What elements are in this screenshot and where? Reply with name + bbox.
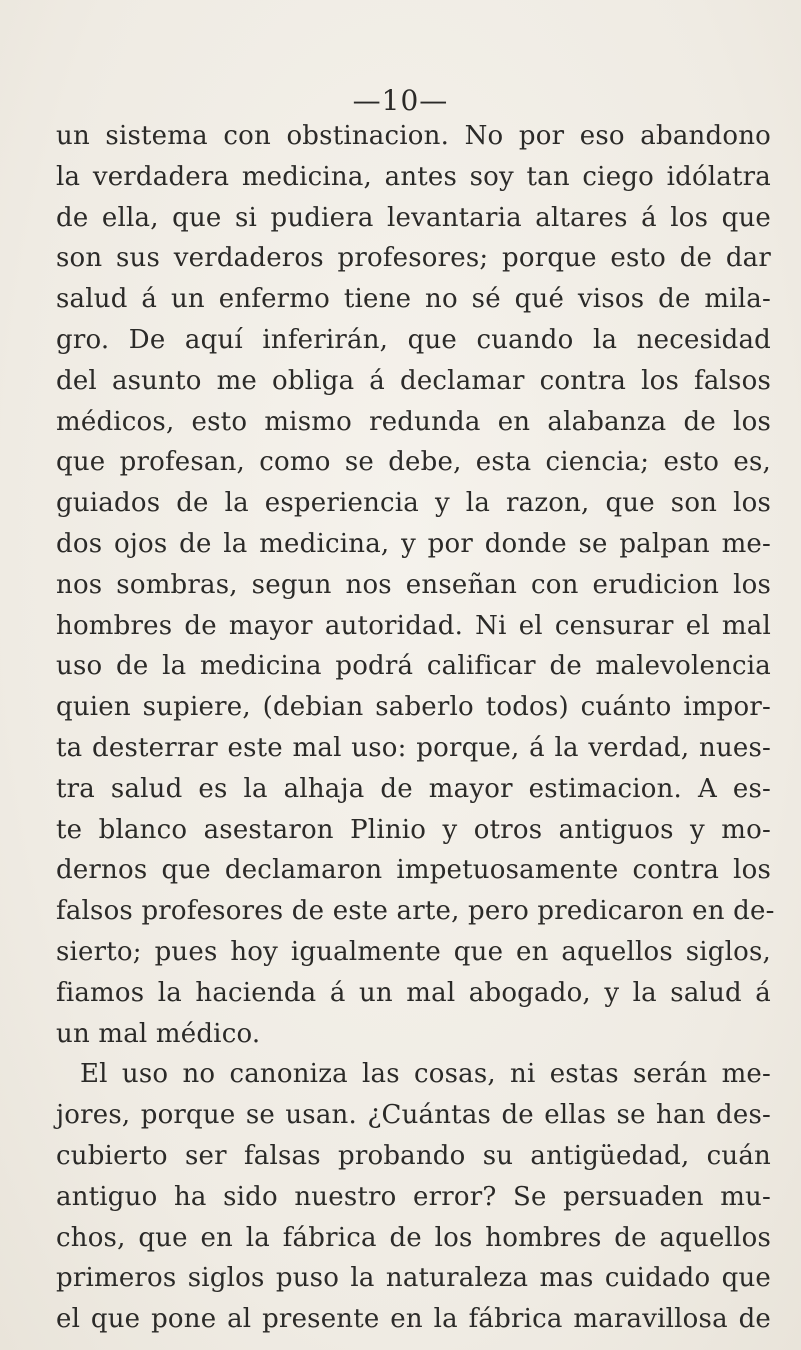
text-line: falsos profesores de este arte, pero predicaron en de- [56,896,775,927]
text-line: hombres de mayor autoridad. Ni el censurar el mal [56,610,771,641]
text-line: médicos, esto mismo redunda en alabanza de los [56,406,771,437]
text-line: son sus verdaderos profesores; porque esto de dar [56,243,771,274]
text-line: dernos que declamaron impetuosamente contra los [56,855,771,886]
body-text [56,116,775,1340]
text-line: uso de la medicina podrá calificar de malevolencia [56,651,771,682]
text-line: primeros siglos puso la naturaleza mas cuidado que [56,1263,771,1294]
text-line: de ella, que si pudiera levantaria altares á los que [56,202,771,233]
text-line: chos, que en la fábrica de los hombres de aquellos [56,1222,771,1253]
text-line: jores, porque se usan. ¿Cuántas de ellas se han des- [56,1100,771,1131]
text-line: antiguo ha sido nuestro error? Se persuaden mu- [56,1181,771,1212]
text-line: nos sombras, segun nos enseñan con erudicion los [56,569,771,600]
page-number: —10— [352,84,449,117]
text-line: del asunto me obliga á declamar contra los falsos [56,365,771,396]
text-line: el que pone al presente en la fábrica maravillosa de [56,1304,771,1335]
text-line: gro. De aquí inferirán, que cuando la necesidad [56,324,771,355]
text-line: dos ojos de la medicina, y por donde se palpan me- [56,528,771,559]
text-line: tra salud es la alhaja de mayor estimacion. A es- [56,773,771,804]
text-line: cubierto ser falsas probando su antigüedad, cuán [56,1140,771,1171]
text-line: ta desterrar este mal uso: porque, á la verdad, nues- [56,732,771,763]
text-line: te blanco asestaron Plinio y otros antiguos y mo- [56,814,771,845]
text-line: fiamos la hacienda á un mal abogado, y la salud á [56,977,771,1008]
text-line: quien supiere, (debian saberlo todos) cuánto impor- [56,692,771,723]
paragraph-end-line: un mal médico. [56,1018,261,1049]
text-line: que profesan, como se debe, esta ciencia; esto es, [56,447,771,478]
text-line: sierto; pues hoy igualmente que en aquellos siglos, [56,936,771,967]
text-line: la verdadera medicina, antes soy tan ciego idólatra [56,161,771,192]
text-line: salud á un enfermo tiene no sé qué visos de mila- [56,284,771,315]
text-line: guiados de la esperiencia y la razon, que son los [56,488,771,519]
paragraph-start-line: El uso no canoniza las cosas, ni estas serán me- [80,1059,771,1090]
text-line: un sistema con obstinacion. No por eso abandono [56,121,771,151]
